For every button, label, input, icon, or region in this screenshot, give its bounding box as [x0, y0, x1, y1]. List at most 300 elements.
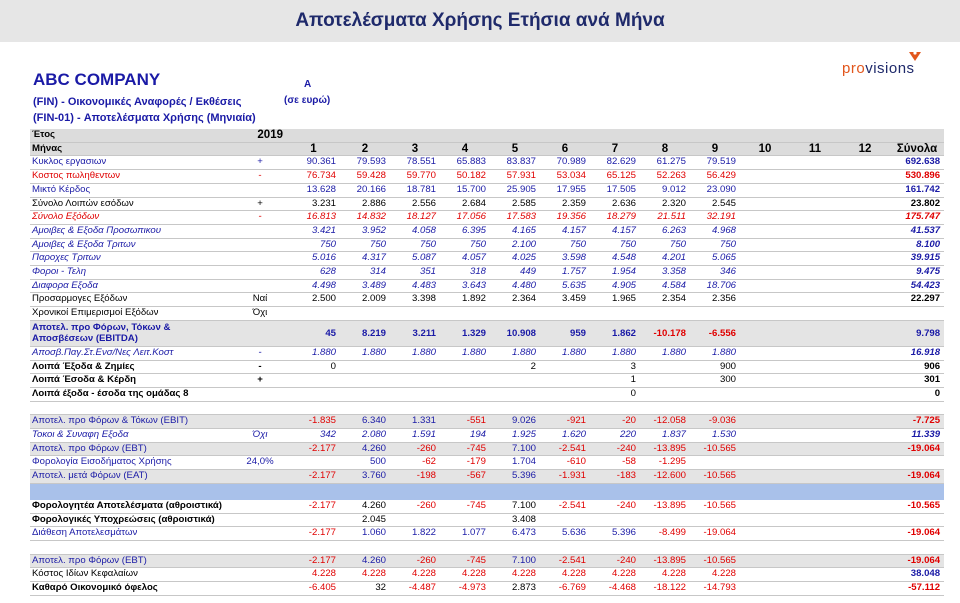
month-value: -745: [440, 442, 490, 456]
month-value: [740, 224, 790, 238]
month-value: 4.260: [340, 442, 390, 456]
month-value: 2.320: [640, 197, 690, 211]
month-value: [740, 374, 790, 388]
month-value: 18.781: [390, 183, 440, 197]
month-value: [790, 415, 840, 429]
month-value: [790, 500, 840, 513]
month-value: 351: [390, 266, 440, 280]
month-value: -183: [590, 470, 640, 484]
month-value: 4.228: [287, 568, 340, 582]
row-label: Λοιπά Έξοδα & Ζημίες: [30, 360, 233, 374]
month-value: [690, 540, 740, 554]
month-value: [640, 374, 690, 388]
month-value: 20.166: [340, 183, 390, 197]
month-value: 65.125: [590, 170, 640, 184]
row-sign: [233, 279, 287, 293]
row-total: 692.638: [890, 156, 944, 170]
month-value: [790, 513, 840, 527]
month-value: [790, 320, 840, 346]
month-value: 2.364: [490, 293, 540, 307]
table-row: [30, 211, 944, 225]
row-total: -19.064: [890, 442, 944, 456]
month-value: -260: [390, 500, 440, 513]
month-value: 5.065: [690, 252, 740, 266]
month-header: 12: [840, 142, 890, 156]
month-value: [740, 211, 790, 225]
month-value: [640, 401, 690, 415]
row-total: [890, 307, 944, 321]
table-row: [30, 387, 944, 401]
month-value: [790, 527, 840, 541]
row-total: 9.798: [890, 320, 944, 346]
row-total: 8.100: [890, 238, 944, 252]
month-header: 1: [287, 142, 340, 156]
row-total: 0: [890, 387, 944, 401]
month-value: 750: [640, 238, 690, 252]
month-value: 4.228: [590, 568, 640, 582]
month-value: 17.955: [540, 183, 590, 197]
month-value: 2.684: [440, 197, 490, 211]
month-value: 32.191: [690, 211, 740, 225]
month-value: 3.489: [340, 279, 390, 293]
month-value: 7.100: [490, 554, 540, 568]
month-value: [740, 540, 790, 554]
month-value: 4.317: [340, 252, 390, 266]
month-value: 61.275: [640, 156, 690, 170]
month-value: -12.600: [640, 470, 690, 484]
month-value: -6.405: [287, 582, 340, 596]
month-value: [790, 238, 840, 252]
month-value: 56.429: [690, 170, 740, 184]
row-sign: +: [233, 197, 287, 211]
month-value: 4.228: [540, 568, 590, 582]
year-row-filler: [287, 129, 944, 142]
row-label: Παροχες Τριτων: [30, 252, 233, 266]
month-value: [640, 483, 690, 500]
row-label: Αποτελ. προ Φόρων (EBT): [30, 554, 233, 568]
month-value: [440, 540, 490, 554]
month-value: 16.813: [287, 211, 340, 225]
month-value: 3.598: [540, 252, 590, 266]
row-label: Διάθεση Αποτελεσμάτων: [30, 527, 233, 541]
month-value: 4.228: [340, 568, 390, 582]
month-value: 3: [590, 360, 640, 374]
row-sign: 24,0%: [233, 456, 287, 470]
month-value: [840, 307, 890, 321]
month-value: 628: [287, 266, 340, 280]
month-value: 2.585: [490, 197, 540, 211]
month-value: [840, 293, 890, 307]
month-value: [690, 513, 740, 527]
month-value: [340, 387, 390, 401]
month-value: [590, 483, 640, 500]
month-value: [790, 307, 840, 321]
month-header: 6: [540, 142, 590, 156]
month-header: 11: [790, 142, 840, 156]
month-value: -8.499: [640, 527, 690, 541]
month-value: 1.880: [490, 346, 540, 360]
month-value: 2.080: [340, 429, 390, 443]
month-value: [790, 224, 840, 238]
provisions-logo: [842, 50, 952, 80]
month-value: [287, 513, 340, 527]
year-value: 2019: [233, 129, 287, 142]
month-value: 2.009: [340, 293, 390, 307]
table-row: [30, 429, 944, 443]
month-value: 750: [287, 238, 340, 252]
month-value: 4.228: [490, 568, 540, 582]
month-value: 15.700: [440, 183, 490, 197]
month-value: 1.880: [590, 346, 640, 360]
month-value: 53.034: [540, 170, 590, 184]
month-value: -2.541: [540, 442, 590, 456]
month-value: [590, 540, 640, 554]
month-value: -2.177: [287, 527, 340, 541]
row-label: Λοιπά Έσοδα & Κέρδη: [30, 374, 233, 388]
month-value: [790, 456, 840, 470]
month-value: 83.837: [490, 156, 540, 170]
month-value: -2.177: [287, 442, 340, 456]
row-label: Φοροι - Τελη: [30, 266, 233, 280]
currency-code: A: [304, 79, 312, 90]
row-label: Διαφορα Εξοδα: [30, 279, 233, 293]
month-value: 2.556: [390, 197, 440, 211]
month-value: [590, 401, 640, 415]
month-value: [840, 415, 890, 429]
row-sign: [233, 320, 287, 346]
row-label: Τοκοι & Συναφη Εξοδα: [30, 429, 233, 443]
month-value: [840, 527, 890, 541]
month-value: 5.016: [287, 252, 340, 266]
row-total: 41.537: [890, 224, 944, 238]
month-value: [790, 374, 840, 388]
month-value: 3.643: [440, 279, 490, 293]
row-total: 38.048: [890, 568, 944, 582]
month-value: [740, 170, 790, 184]
row-sign: [233, 500, 287, 513]
month-value: 3.421: [287, 224, 340, 238]
month-value: 3.760: [340, 470, 390, 484]
month-value: 1.620: [540, 429, 590, 443]
month-value: [740, 156, 790, 170]
month-value: 18.279: [590, 211, 640, 225]
row-label: Καθαρό Οικονομικό όφελος: [30, 582, 233, 596]
month-value: 8.219: [340, 320, 390, 346]
month-value: -179: [440, 456, 490, 470]
month-value: [840, 554, 890, 568]
month-value: [740, 568, 790, 582]
total-header: Σύνολα: [890, 142, 944, 156]
month-value: [287, 374, 340, 388]
month-value: [690, 483, 740, 500]
month-value: 900: [690, 360, 740, 374]
row-sign: +: [233, 156, 287, 170]
month-header-spacer: [233, 142, 287, 156]
table-row: [30, 156, 944, 170]
month-value: -6.556: [690, 320, 740, 346]
month-value: -10.565: [690, 470, 740, 484]
month-value: 3.398: [390, 293, 440, 307]
month-value: [340, 401, 390, 415]
month-value: 1.822: [390, 527, 440, 541]
month-value: [390, 513, 440, 527]
table-row: [30, 360, 944, 374]
table-row: [30, 442, 944, 456]
month-value: -921: [540, 415, 590, 429]
month-value: 19.356: [540, 211, 590, 225]
month-value: [790, 483, 840, 500]
table-row: [30, 252, 944, 266]
table-row: [30, 170, 944, 184]
month-header: 4: [440, 142, 490, 156]
month-value: 2.636: [590, 197, 640, 211]
row-label: Φορολογία Εισοδήματος Χρήσης: [30, 456, 233, 470]
month-value: 194: [440, 429, 490, 443]
row-label: Λοιπά έξοδα - έσοδα της ομάδας 8: [30, 387, 233, 401]
row-sign: [233, 442, 287, 456]
row-sign: [233, 266, 287, 280]
month-value: -19.064: [690, 527, 740, 541]
month-value: 1.880: [540, 346, 590, 360]
month-value: [740, 500, 790, 513]
row-total: -10.565: [890, 500, 944, 513]
month-value: [790, 183, 840, 197]
month-value: [790, 346, 840, 360]
month-value: -2.177: [287, 500, 340, 513]
row-sign: +: [233, 374, 287, 388]
month-value: -1.835: [287, 415, 340, 429]
month-value: 1.892: [440, 293, 490, 307]
month-value: 4.483: [390, 279, 440, 293]
month-value: [840, 279, 890, 293]
row-label: Αμοιβες & Εξοδα Προσωπικου: [30, 224, 233, 238]
month-value: [840, 374, 890, 388]
month-value: [390, 483, 440, 500]
month-value: [740, 387, 790, 401]
month-value: -240: [590, 554, 640, 568]
row-sign: [233, 238, 287, 252]
row-label: Αποσβ.Παγ.Στ.Ενσ/Νες Λειτ.Κοστ: [30, 346, 233, 360]
month-value: [640, 387, 690, 401]
month-value: 318: [440, 266, 490, 280]
table-row: [30, 266, 944, 280]
month-value: 342: [287, 429, 340, 443]
table-row: [30, 374, 944, 388]
month-value: [490, 387, 540, 401]
table-row: [30, 320, 944, 346]
month-value: [440, 307, 490, 321]
table-row: [30, 500, 944, 513]
month-value: 959: [540, 320, 590, 346]
month-value: [540, 374, 590, 388]
month-value: 21.511: [640, 211, 690, 225]
row-total: -19.064: [890, 554, 944, 568]
month-value: 23.090: [690, 183, 740, 197]
month-value: 346: [690, 266, 740, 280]
month-value: [840, 470, 890, 484]
month-value: [340, 540, 390, 554]
row-total: -7.725: [890, 415, 944, 429]
month-value: 2.356: [690, 293, 740, 307]
month-value: [740, 252, 790, 266]
row-total: 39.915: [890, 252, 944, 266]
row-sign: Όχι: [233, 307, 287, 321]
month-value: 10.908: [490, 320, 540, 346]
row-total: [890, 540, 944, 554]
month-value: 1.880: [390, 346, 440, 360]
month-value: [790, 540, 840, 554]
row-label: Κοστος πωληθεντων: [30, 170, 233, 184]
month-value: [690, 387, 740, 401]
month-value: 76.734: [287, 170, 340, 184]
month-value: 59.770: [390, 170, 440, 184]
month-value: [740, 183, 790, 197]
month-value: [840, 513, 890, 527]
month-value: 4.228: [390, 568, 440, 582]
month-value: [340, 307, 390, 321]
month-value: [790, 442, 840, 456]
month-value: 1.757: [540, 266, 590, 280]
month-value: [840, 320, 890, 346]
month-value: 82.629: [590, 156, 640, 170]
month-value: [540, 513, 590, 527]
month-value: [287, 540, 340, 554]
month-value: [287, 307, 340, 321]
month-value: 1.591: [390, 429, 440, 443]
month-value: 1.880: [640, 346, 690, 360]
month-value: 5.087: [390, 252, 440, 266]
month-value: 1.880: [287, 346, 340, 360]
month-value: [840, 429, 890, 443]
month-value: -12.058: [640, 415, 690, 429]
month-value: 750: [540, 238, 590, 252]
row-label: Σύνολο Εξόδων: [30, 211, 233, 225]
month-value: 4.201: [640, 252, 690, 266]
month-value: 14.832: [340, 211, 390, 225]
month-value: 3.459: [540, 293, 590, 307]
month-header: 9: [690, 142, 740, 156]
month-value: -18.122: [640, 582, 690, 596]
month-value: 3.231: [287, 197, 340, 211]
month-value: 5.396: [590, 527, 640, 541]
month-value: [740, 266, 790, 280]
currency-note: (σε ευρώ): [284, 95, 331, 106]
month-value: [790, 568, 840, 582]
row-label: Σύνολο Λοιπών εσόδων: [30, 197, 233, 211]
month-value: [590, 307, 640, 321]
month-value: 45: [287, 320, 340, 346]
month-value: [840, 568, 890, 582]
month-value: 4.157: [540, 224, 590, 238]
month-value: [640, 307, 690, 321]
month-value: [540, 387, 590, 401]
month-value: [390, 360, 440, 374]
logo-text-visions: visions: [865, 60, 915, 77]
month-value: 2.500: [287, 293, 340, 307]
month-value: 5.396: [490, 470, 540, 484]
row-sign: [233, 401, 287, 415]
month-value: [540, 307, 590, 321]
month-value: [840, 170, 890, 184]
table-row: [30, 197, 944, 211]
month-value: 4.968: [690, 224, 740, 238]
table-row: [30, 483, 944, 500]
month-value: [840, 401, 890, 415]
row-sign: Ναί: [233, 293, 287, 307]
month-value: -13.895: [640, 442, 690, 456]
month-value: [790, 156, 840, 170]
month-value: [740, 238, 790, 252]
month-value: 1.880: [340, 346, 390, 360]
month-value: 220: [590, 429, 640, 443]
row-sign: -: [233, 346, 287, 360]
month-value: -240: [590, 442, 640, 456]
row-sign: [233, 568, 287, 582]
month-value: [790, 401, 840, 415]
month-value: [740, 582, 790, 596]
month-value: 314: [340, 266, 390, 280]
row-sign: [233, 540, 287, 554]
month-value: [287, 483, 340, 500]
month-value: 32: [340, 582, 390, 596]
month-value: -58: [590, 456, 640, 470]
month-value: -10.565: [690, 500, 740, 513]
month-value: 90.361: [287, 156, 340, 170]
month-value: [790, 554, 840, 568]
year-label: Έτος: [30, 129, 233, 142]
month-value: -1.295: [640, 456, 690, 470]
month-value: 52.263: [640, 170, 690, 184]
report-name: (FIN-01) - Αποτελέσματα Χρήσης (Μηνιαία): [33, 112, 256, 124]
month-value: 2.545: [690, 197, 740, 211]
month-value: 4.584: [640, 279, 690, 293]
row-sign: [233, 582, 287, 596]
row-label: Αποτελ. προ Φόρων (EBT): [30, 442, 233, 456]
month-value: 4.025: [490, 252, 540, 266]
row-sign: [233, 527, 287, 541]
month-value: 7.100: [490, 442, 540, 456]
month-value: 449: [490, 266, 540, 280]
month-value: [740, 483, 790, 500]
month-value: -610: [540, 456, 590, 470]
month-value: [740, 401, 790, 415]
month-value: 79.519: [690, 156, 740, 170]
month-value: [740, 456, 790, 470]
month-value: 57.931: [490, 170, 540, 184]
row-sign: [233, 415, 287, 429]
month-value: 2.045: [340, 513, 390, 527]
month-value: 70.989: [540, 156, 590, 170]
report-title: Αποτελέσματα Χρήσης Ετήσια ανά Μήνα: [295, 10, 665, 31]
month-value: 4.165: [490, 224, 540, 238]
year-row: [30, 129, 944, 142]
row-label: Μικτό Κέρδος: [30, 183, 233, 197]
month-value: [540, 401, 590, 415]
row-label: Φορολογητέα Αποτελέσματα (αθροιστικά): [30, 500, 233, 513]
month-value: -13.895: [640, 554, 690, 568]
month-value: [390, 387, 440, 401]
month-header: 2: [340, 142, 390, 156]
month-value: 4.228: [640, 568, 690, 582]
row-total: [890, 513, 944, 527]
month-value: [740, 442, 790, 456]
month-value: [840, 252, 890, 266]
table-row: [30, 401, 944, 415]
month-value: 3.358: [640, 266, 690, 280]
month-value: [840, 266, 890, 280]
month-value: [740, 320, 790, 346]
month-value: 1.530: [690, 429, 740, 443]
